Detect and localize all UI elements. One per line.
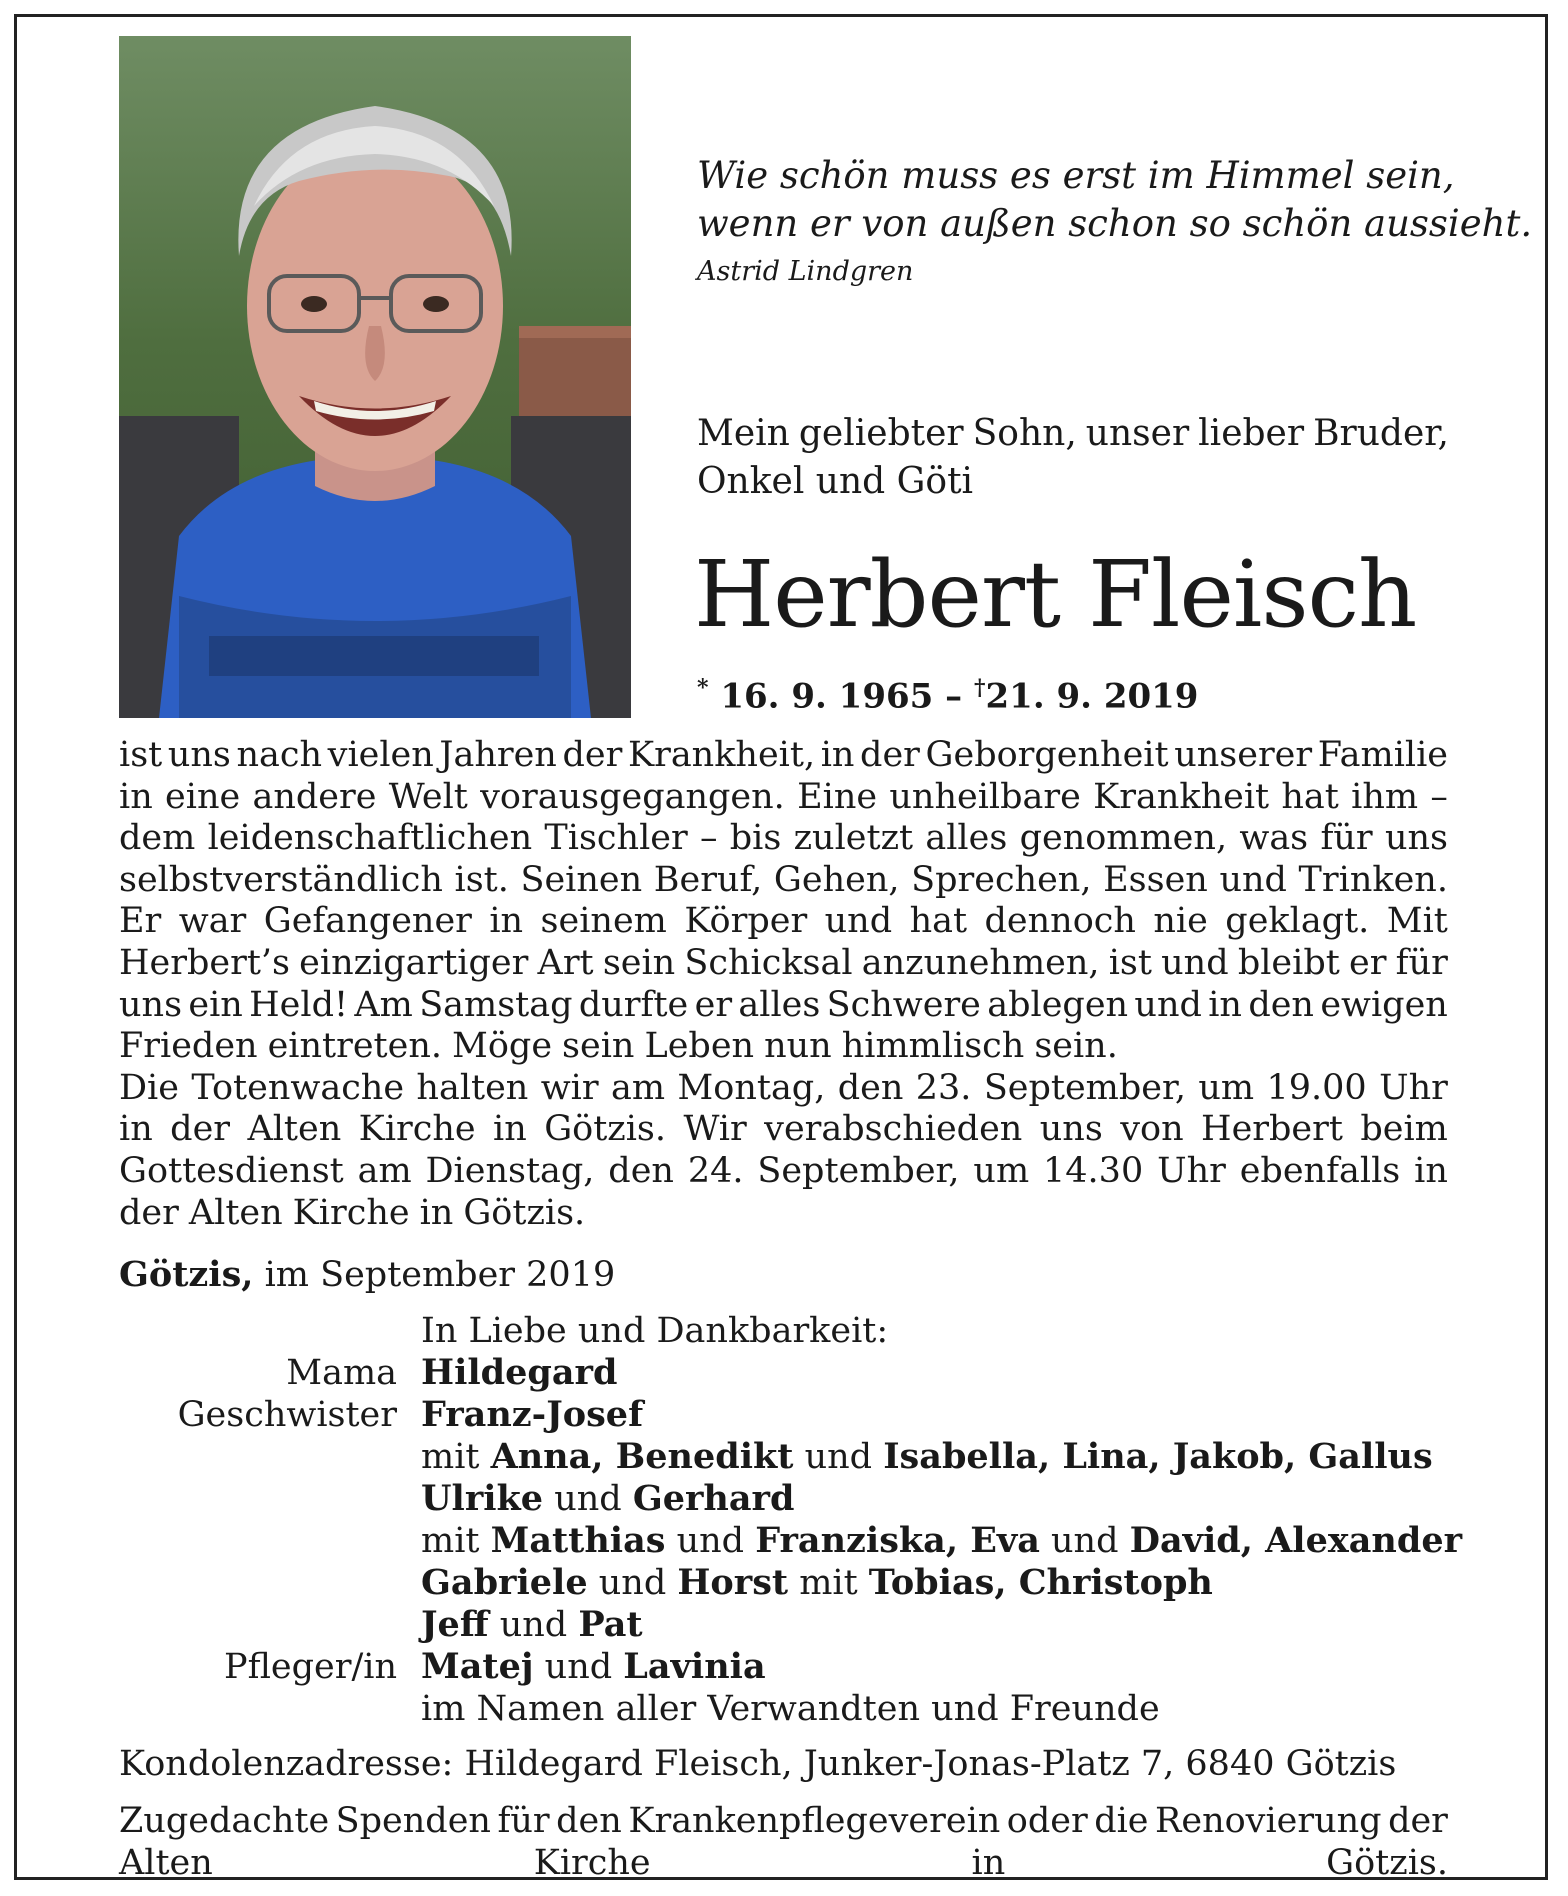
word: unserer: [1174, 735, 1313, 775]
death-date: 21. 9. 2019: [985, 676, 1199, 717]
word: ist.: [454, 859, 509, 900]
word: uns: [1039, 1109, 1103, 1150]
relation-label: [119, 1562, 421, 1604]
connector-text: und: [1039, 1521, 1130, 1561]
word: Götzis.: [463, 1192, 586, 1233]
obituary-text: [119, 735, 1448, 1234]
connector-text: und: [543, 1479, 633, 1519]
word: bleibt: [1237, 942, 1340, 983]
connector-text: und: [665, 1521, 756, 1561]
family-member-name: Ulrike: [421, 1478, 544, 1519]
text-line: [119, 860, 1448, 902]
intro-text: [697, 410, 1457, 506]
word: Am: [354, 984, 413, 1025]
word: Dienstag,: [425, 1150, 595, 1191]
family-heading-row: [119, 1310, 1459, 1352]
place-city: Götzis,: [119, 1254, 254, 1295]
word: dem: [119, 818, 196, 859]
word: der: [860, 735, 920, 775]
connector-text: im Namen aller Verwandten und Freunde: [421, 1689, 1160, 1729]
portrait-photo: [119, 36, 631, 718]
word: Eine: [797, 776, 878, 817]
intro-word: Sohn,: [972, 413, 1077, 454]
word: Jahren: [439, 735, 557, 775]
word: Herbert: [1201, 1109, 1343, 1150]
word: unheilbare: [889, 776, 1081, 817]
word: Seinen: [520, 859, 643, 900]
word: –: [1430, 776, 1448, 817]
quote-line: Wie schön muss es erst im Himmel sein,: [697, 154, 1455, 197]
word: Renovierung: [1155, 1801, 1382, 1841]
word: den: [837, 1067, 904, 1108]
word: in: [489, 901, 524, 942]
connector-text: und: [587, 1563, 678, 1603]
word: Uhr: [1379, 1067, 1448, 1108]
word: in: [119, 1109, 153, 1150]
word: Familie: [1317, 735, 1448, 775]
word: seinem: [540, 901, 667, 942]
deceased-name: Herbert Fleisch: [694, 541, 1417, 648]
word: 19.00: [1266, 1067, 1367, 1108]
word: um: [1198, 1067, 1255, 1108]
relation-label: Mama: [286, 1353, 397, 1393]
word: in: [419, 1192, 454, 1233]
word: wir: [540, 1067, 599, 1108]
quote-line: wenn er von außen schon so schön aussieht.: [697, 202, 1533, 245]
word: 14.30: [1043, 1150, 1144, 1191]
word: vorausgegangen.: [480, 776, 785, 817]
word: in: [1208, 984, 1242, 1025]
word: Mit: [1386, 901, 1448, 942]
text-line: [119, 1842, 1448, 1884]
word: alles: [738, 984, 821, 1025]
family-member-name: Horst: [677, 1562, 789, 1603]
word: und: [1134, 984, 1202, 1025]
word: vielen: [327, 735, 434, 775]
connector-text: und: [533, 1647, 624, 1687]
word: Alten: [188, 1192, 283, 1233]
word: Möge: [452, 1026, 553, 1067]
relation-label: [119, 1688, 421, 1730]
word: am: [357, 1150, 412, 1191]
word: sein.: [1034, 1026, 1118, 1067]
family-row: [119, 1604, 1459, 1646]
quote-author: Astrid Lindgren: [697, 256, 914, 287]
birth-symbol: *: [697, 675, 709, 701]
word: September,: [983, 1067, 1187, 1108]
family-names: [421, 1394, 643, 1436]
intro-word: lieber: [1198, 413, 1305, 454]
connector-text: mit: [788, 1563, 869, 1603]
word: ist: [1108, 942, 1152, 983]
word: in: [119, 776, 153, 817]
word: Götzis.: [544, 1109, 667, 1150]
word: nie: [1153, 901, 1208, 942]
word: Totenwache: [191, 1067, 405, 1108]
word: Krankheit,: [627, 735, 816, 775]
family-names: [421, 1604, 643, 1646]
word: verabschieden: [764, 1109, 1023, 1150]
place-date: [119, 1254, 615, 1295]
word: den: [1248, 984, 1314, 1025]
death-symbol: †: [974, 675, 986, 701]
family-member-name: Matej: [421, 1646, 534, 1687]
text-line: [119, 735, 1448, 777]
text-line: [119, 1068, 1448, 1110]
word: Krankheit: [1093, 776, 1270, 817]
word: Beruf,: [653, 859, 763, 900]
word: ist: [119, 735, 163, 775]
connector-text: mit: [421, 1521, 491, 1561]
word: Die: [119, 1067, 179, 1108]
relation-label: Geschwister: [177, 1395, 397, 1435]
text-line: [119, 777, 1448, 819]
word: Trinken.: [1298, 859, 1448, 900]
word: Wir: [683, 1109, 747, 1150]
connector-text: mit: [421, 1437, 491, 1477]
word: sein: [602, 942, 676, 983]
family-names: [421, 1352, 617, 1394]
family-names: [421, 1562, 1213, 1604]
family-row: [119, 1520, 1463, 1562]
word: 24.: [687, 1150, 744, 1191]
word: Er: [119, 901, 162, 942]
family-member-name: Gerhard: [632, 1478, 795, 1519]
family-row: [119, 1646, 1459, 1688]
word: Essen: [1103, 859, 1208, 900]
intro-word: unser: [1085, 413, 1190, 454]
word: beim: [1360, 1109, 1448, 1150]
word: Krankenpflegeverein: [628, 1801, 1001, 1841]
word: in: [1414, 1150, 1448, 1191]
word: und: [1219, 859, 1287, 900]
word: und: [824, 901, 893, 942]
family-row: [119, 1562, 1459, 1604]
word: Gottesdienst: [119, 1150, 344, 1191]
word: ein: [188, 984, 243, 1025]
word: für: [1320, 818, 1373, 859]
word: Schwere: [826, 984, 981, 1025]
word: Geborgenheit: [925, 735, 1169, 775]
family-member-name: Franz-Josef: [421, 1394, 644, 1435]
word: Götzis.: [1326, 1843, 1448, 1883]
family-row: [119, 1394, 1459, 1436]
family-member-name: Matthias: [490, 1520, 666, 1561]
word: ihm: [1351, 776, 1419, 817]
word: sein: [562, 1026, 635, 1067]
word: September,: [757, 1150, 960, 1191]
relation-label: [119, 1520, 421, 1562]
relation-label: [119, 1604, 421, 1646]
word: am: [610, 1067, 666, 1108]
word: in: [820, 735, 855, 775]
word: eine: [165, 776, 241, 817]
word: andere: [252, 776, 377, 817]
word: nun: [764, 1026, 832, 1067]
word: nach: [236, 735, 323, 775]
word: leidenschaftlichen: [207, 818, 533, 859]
text-line: [119, 818, 1448, 860]
relation-label: [119, 1310, 421, 1352]
family-member-name: Anna, Benedikt: [490, 1436, 794, 1477]
connector-text: und: [793, 1437, 884, 1477]
life-dates: [697, 675, 1198, 716]
word: in: [493, 1109, 527, 1150]
word: einzigartiger: [299, 942, 529, 983]
word: 23.: [915, 1067, 972, 1108]
word: bis: [729, 818, 782, 859]
donation-note: [119, 1800, 1448, 1884]
word: Herbert’s: [119, 942, 290, 983]
intro-word: geliebter: [798, 413, 964, 454]
intro-line-2: Onkel und Göti: [697, 461, 974, 502]
family-names: [421, 1520, 1462, 1562]
word: himmlisch: [841, 1026, 1025, 1067]
family-heading: In Liebe und Dankbarkeit:: [421, 1311, 889, 1351]
text-line: [119, 1026, 1448, 1068]
word: anzunehmen,: [861, 942, 1100, 983]
word: Welt: [388, 776, 468, 817]
word: war: [178, 901, 247, 942]
family-member-name: Isabella, Lina, Jakob, Gallus: [883, 1436, 1433, 1477]
word: genommen,: [1019, 818, 1228, 859]
family-names: [421, 1646, 766, 1688]
word: in: [971, 1843, 1006, 1883]
word: der: [562, 735, 623, 775]
word: für: [1395, 942, 1448, 983]
word: uns: [119, 984, 183, 1025]
family-row: [119, 1352, 1459, 1394]
word: Zugedachte: [119, 1801, 330, 1841]
family-names: [421, 1478, 794, 1520]
word: um: [973, 1150, 1030, 1191]
text-line: [119, 1151, 1448, 1193]
word: Kirche: [292, 1192, 410, 1233]
word: Kirche: [533, 1843, 651, 1883]
word: ebenfalls: [1239, 1150, 1401, 1191]
text-line: [119, 1109, 1448, 1151]
word: eintreten.: [267, 1026, 442, 1067]
word: Tischler: [544, 818, 688, 859]
word: Leben: [644, 1026, 755, 1067]
text-line: [119, 943, 1448, 985]
word: uns: [167, 735, 231, 775]
family-member-name: Lavinia: [623, 1646, 766, 1687]
word: Sprechen,: [911, 859, 1092, 900]
word: Uhr: [1157, 1150, 1226, 1191]
word: Samstag: [419, 984, 573, 1025]
intro-line-1: [697, 410, 1449, 458]
word: den: [556, 1801, 622, 1841]
intro-word: Bruder,: [1313, 413, 1449, 454]
family-member-name: Jeff: [421, 1604, 489, 1645]
family-member-name: Hildegard: [421, 1352, 618, 1393]
word: Art: [537, 942, 594, 983]
family-member-name: Franziska, Eva: [755, 1520, 1040, 1561]
word: Gehen,: [773, 859, 900, 900]
word: alles: [925, 818, 1008, 859]
date-separator: –: [945, 676, 963, 717]
word: dennoch: [984, 901, 1136, 942]
relation-label: Pfleger/in: [224, 1647, 397, 1687]
word: Alten: [119, 1843, 213, 1883]
word: hat: [1281, 776, 1339, 817]
word: –: [699, 818, 718, 859]
text-line: [119, 985, 1448, 1027]
word: zuletzt: [793, 818, 914, 859]
word: von: [1120, 1109, 1184, 1150]
word: Kirche: [358, 1109, 476, 1150]
word: er: [1349, 942, 1387, 983]
word: der: [1388, 1801, 1448, 1841]
family-names: [421, 1436, 1433, 1478]
word: ablegen: [987, 984, 1129, 1025]
word: Held!: [249, 984, 349, 1025]
quote-block: [697, 152, 1533, 287]
word: oder: [1006, 1801, 1088, 1841]
word: Frieden: [119, 1026, 258, 1067]
family-names: [421, 1688, 1160, 1730]
family-list: [119, 1310, 1463, 1730]
text-line: [119, 901, 1448, 943]
family-row: [119, 1688, 1459, 1730]
word: und: [1161, 942, 1229, 983]
word: Alten: [247, 1109, 342, 1150]
birth-date: 16. 9. 1965: [720, 676, 934, 717]
word: ewigen: [1320, 984, 1448, 1025]
word: Spenden: [335, 1801, 491, 1841]
intro-word: Mein: [697, 413, 790, 454]
word: hat: [909, 901, 968, 942]
word: Körper: [684, 901, 808, 942]
family-row: [119, 1436, 1459, 1478]
connector-text: und: [488, 1605, 579, 1645]
place-date-text: im September 2019: [264, 1255, 616, 1295]
word: der: [170, 1109, 231, 1150]
portrait-illustration: [119, 36, 631, 718]
word: der: [119, 1192, 179, 1233]
word: den: [608, 1150, 674, 1191]
family-member-name: Gabriele: [421, 1562, 588, 1603]
word: Montag,: [677, 1067, 826, 1108]
word: uns: [1384, 818, 1448, 859]
word: er: [694, 984, 733, 1025]
text-line: [119, 1800, 1448, 1842]
family-member-name: David, Alexander: [1129, 1520, 1463, 1561]
word: Gefangener: [263, 901, 472, 942]
word: Schicksal: [684, 942, 853, 983]
word: geklagt.: [1225, 901, 1370, 942]
family-row: [119, 1478, 1459, 1520]
word: was: [1239, 818, 1309, 859]
word: für: [497, 1801, 550, 1841]
word: halten: [416, 1067, 529, 1108]
family-member-name: Tobias, Christoph: [868, 1562, 1213, 1603]
relation-label: [119, 1478, 421, 1520]
word: selbstverständlich: [119, 859, 443, 900]
condolence-address: Kondolenzadresse: Hildegard Fleisch, Junker-Jonas-Platz 7, 6840 Götzis: [119, 1744, 1397, 1784]
relation-label: [119, 1436, 421, 1478]
word: durfte: [578, 984, 689, 1025]
word: die: [1094, 1801, 1149, 1841]
family-member-name: Pat: [578, 1604, 643, 1645]
text-line: [119, 1193, 1448, 1235]
